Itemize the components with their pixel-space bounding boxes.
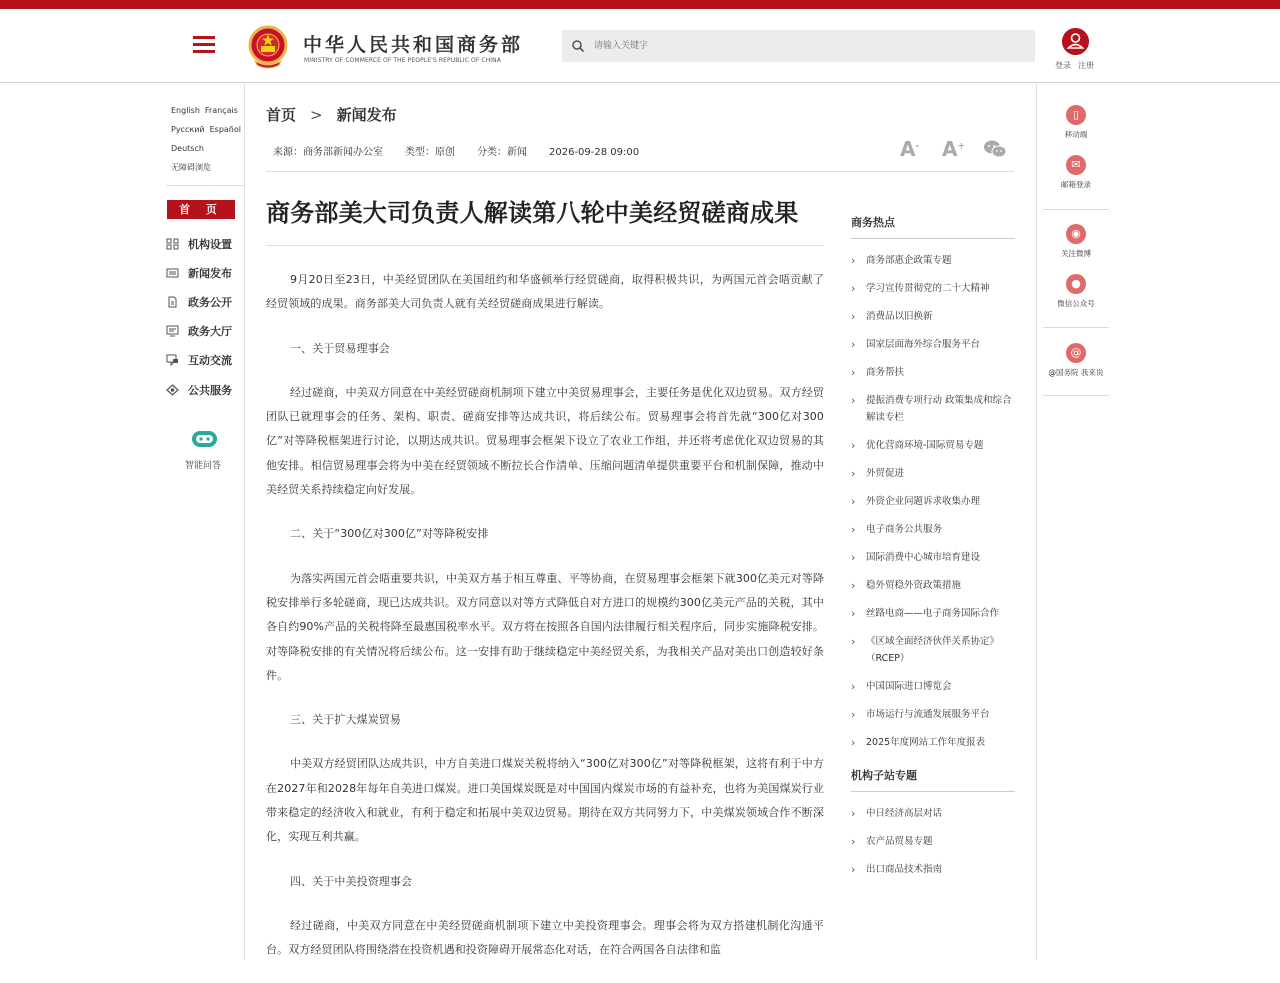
mobile-icon: ▯	[1066, 105, 1086, 125]
far-right-toolbar	[1036, 84, 1114, 960]
mobile-link[interactable]	[1037, 105, 1115, 140]
article-paragraph: 经过磋商，中美双方同意在中美经贸磋商机制项下建立中美贸易理事会，主要任务是优化双边贸易。双方经贸团队已就理事会的任务、架构、职责、磋商安排等达成共识，将后续公布。贸易理事会将首先就“300亿对300亿”对等降税框架进行讨论，以期达成共识。贸易理事会框架下设立了农业工作组，并还将考虑优化双边贸易的其他安排。相信贸易理事会将为中美在经贸领域不断拉长合作清单、压缩问题清单提供重要平台和机制保障，推动中美经贸关系持续稳定向好发展。	[266, 385, 824, 497]
article-paragraph: 9月20日至23日，中美经贸团队在美国纽约和华盛顿举行经贸磋商，取得积极共识，为两国元首会晤贡献了经贸领域的成果。商务部美大司负责人就有关经贸磋商成果进行解读。	[266, 273, 824, 311]
list-item[interactable]: › 学习宣传贯彻党的二十大精神	[851, 280, 1015, 297]
mobile-label: 移动端	[1064, 130, 1088, 139]
hot-topics-title: 商务热点	[851, 214, 1015, 239]
mail-icon: ✉	[1066, 155, 1086, 175]
list-item[interactable]: › 稳外贸稳外资政策措施	[851, 577, 1015, 594]
monitor-icon	[166, 325, 179, 337]
nav-item-service-hall[interactable]	[166, 317, 232, 346]
language-links	[171, 101, 246, 177]
sub-sites-title: 机构子站专题	[851, 767, 1015, 792]
right-sidebar	[851, 214, 1015, 889]
meta-datetime: 2026-09-28 09:00	[549, 147, 640, 158]
wechat-label: 微信公众号	[1057, 299, 1095, 308]
list-item[interactable]: › 中国国际进口博览会	[851, 678, 1015, 695]
divider	[1043, 327, 1109, 328]
robot-icon[interactable]	[190, 427, 219, 451]
logo-title-cn[interactable]: 中华人民共和国商务部	[303, 34, 524, 56]
font-increase-label: A	[942, 137, 958, 161]
nav-item-interaction[interactable]	[166, 346, 232, 375]
user-icon[interactable]	[1062, 28, 1089, 55]
nav-item-label: 新闻发布	[188, 266, 232, 280]
font-increase-button[interactable]	[942, 137, 965, 161]
search-icon[interactable]	[571, 39, 585, 53]
wechat-link[interactable]	[1037, 274, 1115, 309]
register-link[interactable]: 注册	[1078, 61, 1094, 70]
nav-item-gov-affairs[interactable]	[166, 287, 232, 316]
list-item[interactable]: › 优化营商环境-国际贸易专题	[851, 437, 1015, 454]
divider	[266, 245, 824, 246]
lang-spanish[interactable]: Español	[209, 125, 241, 134]
document-icon	[166, 296, 179, 308]
font-decrease-button[interactable]	[900, 137, 919, 161]
gov-feedback-link[interactable]	[1037, 343, 1115, 378]
article-section-heading: 二、关于“300亿对300亿”对等降税安排	[290, 527, 489, 541]
lang-french[interactable]: Français	[204, 106, 238, 115]
service-icon	[166, 384, 179, 396]
top-red-bar	[0, 0, 1280, 9]
left-sidebar	[0, 84, 245, 960]
article-section-heading: 四、关于中美投资理事会	[290, 874, 413, 888]
lang-german[interactable]: Deutsch	[171, 144, 204, 153]
article-body	[266, 268, 824, 983]
meta-category: 分类：新闻	[477, 147, 527, 158]
list-item[interactable]: › 市场运行与流通发展服务平台	[851, 706, 1015, 723]
article-section-heading: 三、关于扩大煤炭贸易	[290, 713, 401, 727]
breadcrumb	[266, 104, 397, 125]
list-item[interactable]: › 丝路电商——电子商务国际合作	[851, 605, 1015, 622]
divider	[266, 171, 1014, 172]
user-links	[1055, 60, 1101, 71]
list-item[interactable]: › 提振消费专项行动 政策集成和综合解读专栏	[851, 392, 1015, 426]
font-increase-sign: +	[957, 141, 966, 152]
nav-item-organization[interactable]	[166, 229, 232, 258]
list-item[interactable]: › 外贸促进	[851, 465, 1015, 482]
breadcrumb-home[interactable]: 首页	[266, 106, 297, 124]
lang-russian[interactable]: Русский	[171, 125, 205, 134]
article-paragraph: 经过磋商，中美双方同意在中美经贸磋商机制项下建立中美投资理事会。理事会将为双方搭建机制化沟通平台。双方经贸团队将围绕潜在投资机遇和投资障碍开展常态化对话，在符合两国各自法律和监	[266, 918, 824, 957]
list-item[interactable]: › 商务部惠企政策专题	[851, 252, 1015, 269]
lang-english[interactable]: English	[171, 106, 200, 115]
wechat-icon: ●	[1066, 274, 1086, 294]
divider	[1043, 395, 1109, 396]
menu-icon[interactable]	[193, 36, 215, 54]
list-item[interactable]: › 2025年度网站工作年度报表	[851, 734, 1015, 751]
sub-sites-list	[851, 792, 1015, 878]
meta-type: 类型：原创	[405, 147, 455, 158]
divider	[166, 185, 245, 186]
list-item[interactable]: › 消费品以旧换新	[851, 308, 1015, 325]
weibo-icon: ◉	[1066, 224, 1086, 244]
national-emblem-logo[interactable]	[247, 25, 289, 69]
site-header	[0, 9, 1280, 83]
login-link[interactable]: 登录	[1055, 61, 1071, 70]
article-paragraph: 中美双方经贸团队达成共识，中方自美进口煤炭关税将纳入“300亿对300亿”对等降税框架，这将有利于中方在2027年和2028年每年自美进口煤炭。进口美国煤炭既是对中国国内煤炭市场的有益补充，也将为美国煤炭行业带来稳定的经济收入和就业，有利于稳定和拓展中美双边贸易。期待在双方共同努力下，中美煤炭领域合作不断深化，实现互利共赢。	[266, 757, 824, 844]
nav-item-label: 机构设置	[188, 237, 232, 251]
logo-title-en[interactable]: MINISTRY OF COMMERCE OF THE PEOPLE'S REPUBLIC OF CHINA	[304, 57, 501, 64]
nav-item-news[interactable]	[166, 258, 232, 287]
chevron-right-icon: >	[310, 106, 323, 124]
list-item[interactable]: › 电子商务公共服务	[851, 521, 1015, 538]
list-item[interactable]: › 外资企业问题诉求收集办理	[851, 493, 1015, 510]
weibo-label: 关注微博	[1061, 249, 1091, 258]
article-paragraph: 为落实两国元首会晤重要共识，中美双方基于相互尊重、平等协商，在贸易理事会框架下就300亿美元对等降税安排举行多轮磋商，现已达成共识。双方同意以对等方式降低自对方进口的规模约300亿美元产品的关税，其中各自约90%产品的关税将降至最惠国税率水平。双方将在按照各自国内法律履行相关程序后，同步实施降税安排。对等降税安排的有关情况将后续公布。这一安排有助于继续稳定中美经贸关系，为我相关产品对美出口创造较好条件。	[266, 571, 824, 682]
article-section-heading: 一、关于贸易理事会	[290, 341, 390, 355]
email-link[interactable]	[1037, 155, 1115, 190]
list-item[interactable]: › 《区域全面经济伙伴关系协定》（RCEP）	[851, 633, 1015, 667]
breadcrumb-current[interactable]: 新闻发布	[336, 106, 397, 124]
font-decrease-sign: -	[915, 141, 920, 152]
accessibility-link[interactable]: 无障碍浏览	[171, 163, 211, 172]
nav-item-public-service[interactable]	[166, 375, 232, 404]
article-title: 商务部美大司负责人解读第八轮中美经贸磋商成果	[266, 199, 799, 227]
list-item[interactable]: › 农产品贸易专题	[851, 833, 1015, 850]
nav-home-button[interactable]: 首 页	[167, 200, 235, 219]
search-input[interactable]	[594, 36, 1024, 56]
ai-assistant-label[interactable]: 智能问答	[185, 461, 222, 471]
search-box	[562, 30, 1035, 62]
weibo-link[interactable]	[1037, 224, 1115, 259]
grid-icon	[166, 238, 179, 250]
list-item[interactable]: › 国际消费中心城市培育建设	[851, 549, 1015, 566]
list-item[interactable]: › 中日经济高层对话	[851, 805, 1015, 822]
list-item[interactable]: › 出口商品技术指南	[851, 861, 1015, 878]
gov-feedback-label: @国务院 我来说	[1048, 368, 1104, 377]
chat-icon	[166, 354, 179, 366]
meta-source: 来源：商务部新闻办公室	[273, 147, 383, 158]
font-decrease-label: A	[900, 137, 916, 161]
hot-topics-list	[851, 239, 1015, 751]
at-icon: @	[1066, 343, 1086, 363]
nav-item-label: 政务大厅	[188, 325, 232, 339]
news-icon	[166, 267, 179, 279]
list-item[interactable]: › 商务帮扶	[851, 364, 1015, 381]
wechat-share-icon[interactable]	[983, 139, 1007, 159]
nav-item-label: 公共服务	[188, 383, 232, 397]
article-meta	[273, 143, 661, 158]
left-nav-list	[166, 229, 232, 404]
email-label: 邮箱登录	[1061, 180, 1091, 189]
nav-item-label: 政务公开	[188, 295, 232, 309]
list-item[interactable]: › 国家层面海外综合服务平台	[851, 336, 1015, 353]
divider	[1043, 209, 1109, 210]
nav-item-label: 互动交流	[188, 354, 232, 368]
